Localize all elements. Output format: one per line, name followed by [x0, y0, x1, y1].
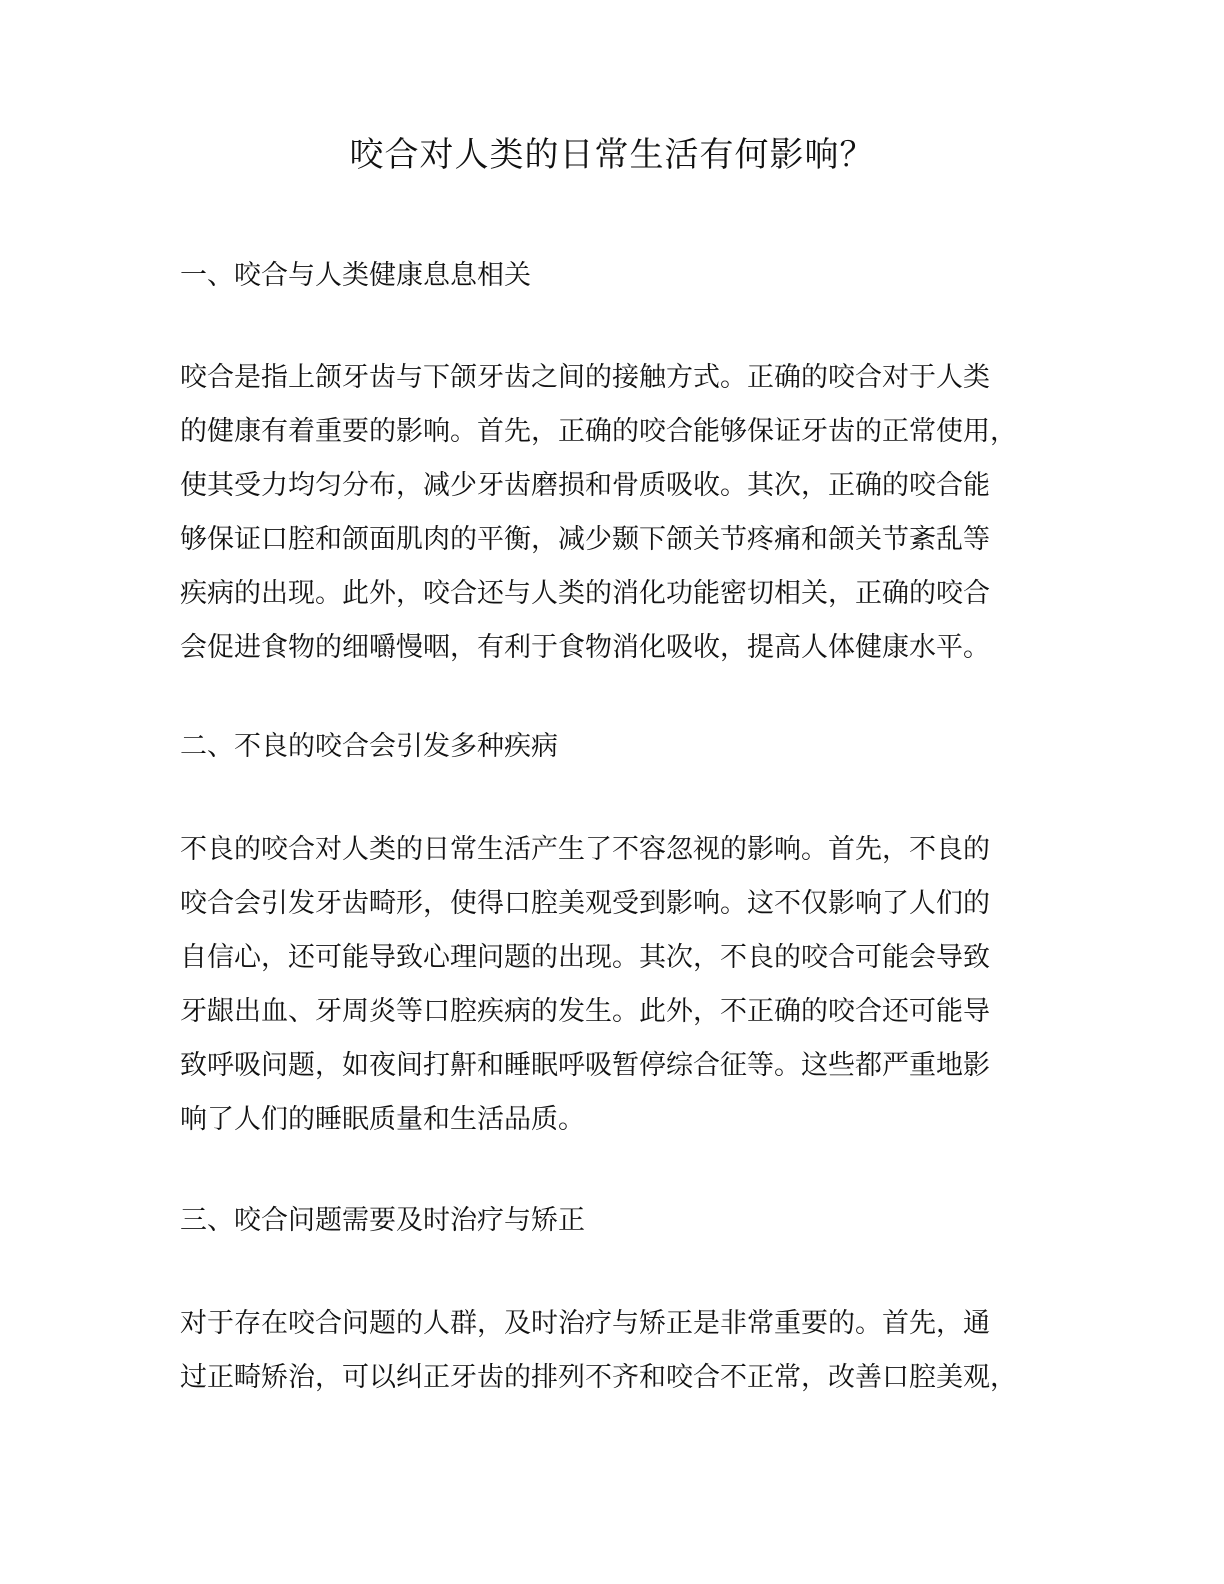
- section-heading-1: 一、咬合与人类健康息息相关: [180, 260, 531, 291]
- paragraph-line: 响了人们的睡眠质量和生活品质。: [180, 1104, 585, 1135]
- section-heading-2: 二、不良的咬合会引发多种疾病: [180, 731, 558, 762]
- section-paragraph-3: [180, 1297, 1080, 1405]
- paragraph-line: 不良的咬合对人类的日常生活产生了不容忽视的影响。首先，不良的: [180, 834, 990, 865]
- paragraph-line: 使其受力均匀分布，减少牙齿磨损和骨质吸收。其次，正确的咬合能: [180, 470, 990, 501]
- paragraph-line: 牙龈出血、牙周炎等口腔疾病的发生。此外，不正确的咬合还可能导: [180, 996, 990, 1027]
- paragraph-line: 过正畸矫治，可以纠正牙齿的排列不齐和咬合不正常，改善口腔美观，: [180, 1362, 1017, 1393]
- paragraph-line: 的健康有着重要的影响。首先，正确的咬合能够保证牙齿的正常使用，: [180, 416, 1017, 447]
- paragraph-line: 对于存在咬合问题的人群，及时治疗与矫正是非常重要的。首先，通: [180, 1308, 990, 1339]
- paragraph-line: 自信心，还可能导致心理问题的出现。其次，不良的咬合可能会导致: [180, 942, 990, 973]
- paragraph-line: 咬合是指上颌牙齿与下颌牙齿之间的接触方式。正确的咬合对于人类: [180, 362, 990, 393]
- paragraph-line: 够保证口腔和颌面肌肉的平衡，减少颞下颌关节疼痛和颌关节紊乱等: [180, 524, 990, 555]
- document-title: 咬合对人类的日常生活有何影响？: [349, 135, 875, 175]
- section-paragraph-1: [180, 351, 1080, 675]
- paragraph-line: 致呼吸问题，如夜间打鼾和睡眠呼吸暂停综合征等。这些都严重地影: [180, 1050, 990, 1081]
- paragraph-line: 会促进食物的细嚼慢咽，有利于食物消化吸收，提高人体健康水平。: [180, 632, 990, 663]
- section-paragraph-2: [180, 823, 1080, 1147]
- section-heading-3: 三、咬合问题需要及时治疗与矫正: [180, 1205, 585, 1236]
- paragraph-line: 咬合会引发牙齿畸形，使得口腔美观受到影响。这不仅影响了人们的: [180, 888, 990, 919]
- paragraph-line: 疾病的出现。此外，咬合还与人类的消化功能密切相关，正确的咬合: [180, 578, 990, 609]
